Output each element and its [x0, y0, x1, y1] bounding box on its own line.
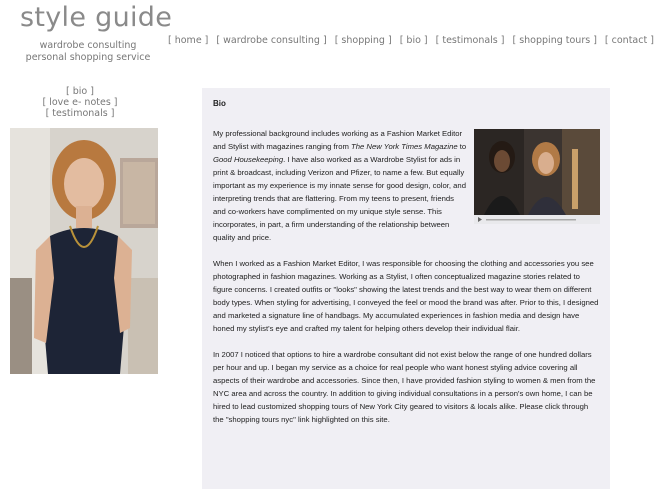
side-nav-testimonals-link[interactable]: [ testimonals ]	[45, 108, 115, 119]
portrait-illustration	[10, 128, 158, 374]
bio-paragraph-3: In 2007 I noticed that options to hire a wardrobe consultant did not exist below the range of one hundred dollars per hour and up. I began my service as a choice for real people who want honest styling advice covering all aspects of their wardrobe and accessories. Since then, I have provided fashion styling to women & men from the NYC area and across the country. In addition to giving individual consultations in a person's own home, I can be hired to lead customized shopping tours of New York City geared to visitors & locals alike. Please click through the "shopping tours nyc" link highlighted on this site.	[213, 350, 596, 424]
main-nav	[168, 35, 654, 46]
nav-bio-link[interactable]: [ bio ]	[399, 35, 428, 46]
site-title[interactable]: style guide	[20, 2, 173, 33]
portrait-photo	[10, 128, 158, 374]
nav-contact-link[interactable]: [ contact ]	[604, 35, 654, 46]
nav-home-link[interactable]: [ home ]	[168, 35, 209, 46]
side-nav-bio-link[interactable]: [ bio ]	[66, 86, 94, 97]
bio-paragraph-1: My professional background includes working as a Fashion Market Editor and Stylist with magazines ranging from The New York Times Magazine to Good Housekeeping. I have also worked as a Wardrobe Stylist for ads in print & broadcast, including Verizon and Pfizer, to name a few. But equally important as my experience is my innate sense for good design, color, and interpreting trends that are flattering. From my teens to present, friends and co-workers have complimented on my unique style sense. This incorporates, in part, a firm understanding of the relationship between quality and price.	[213, 129, 467, 242]
side-nav-love-notes-link[interactable]: [ love e- notes ]	[42, 97, 118, 108]
tagline-line-2: personal shopping service	[25, 52, 151, 63]
nav-shopping-link[interactable]: [ shopping ]	[334, 35, 392, 46]
nav-wardrobe-consulting-link[interactable]: [ wardrobe consulting ]	[216, 35, 327, 46]
site-tagline	[8, 40, 168, 64]
side-nav	[20, 86, 140, 119]
nav-testimonals-link[interactable]: [ testimonals ]	[435, 35, 505, 46]
bio-paragraph-2: When I worked as a Fashion Market Editor, I was responsible for choosing the clothing and accessories you see photographed in fashion magazines. Working as a Stylist, I often conceptualized magazine stories related to figure concerns. I created outfits or "looks" showing the latest trends and the best way to wear them on different body types. When styling for advertising, I conveyed the feel or mood the brand was after. Prior to this, I designed and marketed a signature line of handbags. My accumulated experiences in fashion media and design have honed my stylist's eye and crafted my talent for helping others develop their individual flair.	[213, 259, 599, 333]
tagline-line-1: wardrobe consulting	[39, 40, 137, 51]
video-player[interactable]	[474, 129, 600, 224]
nav-shopping-tours-link[interactable]: [ shopping tours ]	[512, 35, 597, 46]
video-thumbnail	[474, 129, 600, 224]
content-heading: Bio	[213, 99, 226, 108]
bio-content-panel	[202, 88, 610, 489]
